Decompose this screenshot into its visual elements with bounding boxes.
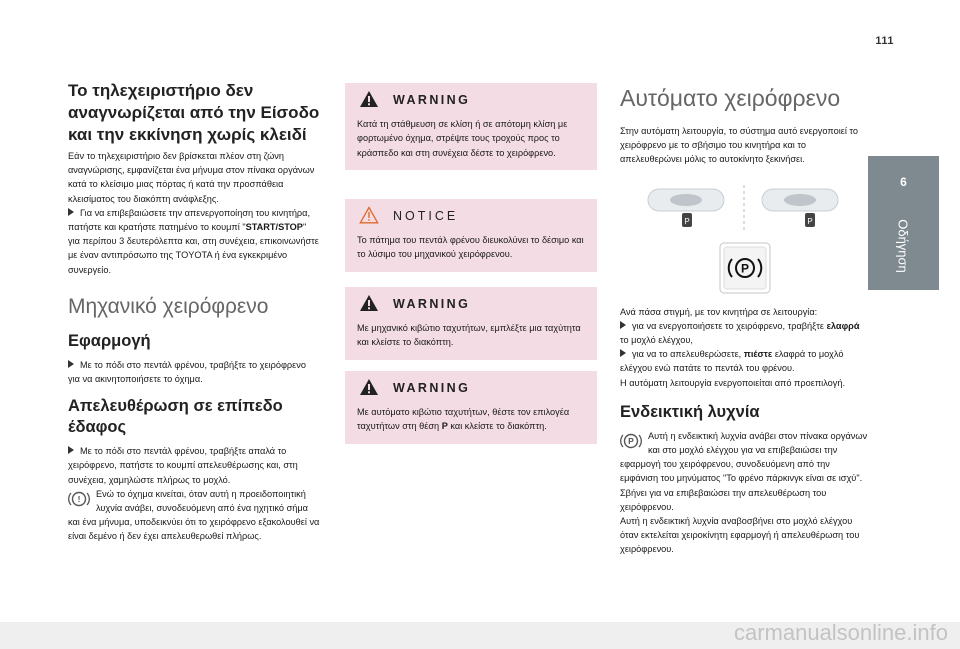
chapter-number: 6 <box>900 175 907 189</box>
warning-box-2-text: Με μηχανικό κιβώτιο ταχυτήτων, εμπλέξτε μια ταχύτητα και κλείστε το διακόπτη. <box>357 323 581 348</box>
lamp-text-1: Αυτή η ενδεικτική λυχνία ανάβει στον πίνακα οργάνων και στο μοχλό ελέγχου για να επιβεβαιώσει την εφαρμογή του χειρόφρενου, συνοδευόμενη από την εμφάνιση του μηνύματος "Το φρένο πάρκινγκ είναι σε ισχύ". <box>620 430 868 484</box>
warning-triangle-icon <box>359 378 379 396</box>
operation-note: Η αυτόματη λειτουργία ενεργοποιείται από προεπιλογή. <box>620 377 846 388</box>
release-text-body: Με το πόδι στο πεντάλ φρένου, τραβήξτε απαλά το χειρόφρενο, πατήστε το κουμπί απελευθέρωσης και, στη συνέχεια, χαμηλώστε πλήρως το μοχλό. <box>68 446 298 485</box>
svg-text:P: P <box>807 216 813 226</box>
warning-triangle-icon <box>359 90 379 108</box>
confirm-text-pre: Για να επιβεβαιώσετε την απενεργοποίηση του κινητήρα, πατήστε και κρατήστε πατημένο το κουμπί " <box>68 207 311 233</box>
bullet-arrow-icon <box>620 321 626 329</box>
remote-confirm-text <box>68 206 320 277</box>
release-title: Απελευθέρωση σε επίπεδο έδαφος <box>68 397 283 437</box>
manual-parking-brake-title: Μηχανικό χειρόφρενο <box>68 294 269 318</box>
brake-warning-lamp-icon <box>68 489 90 509</box>
auto-parking-brake-title: Αυτόματο χειρόφρενο <box>620 85 841 111</box>
warning-label: WARNING <box>393 93 471 107</box>
warning-box-2 <box>345 287 597 360</box>
svg-text:!: ! <box>77 494 81 505</box>
warning-label: WARNING <box>393 297 471 311</box>
warning-box-3 <box>345 371 597 444</box>
release-text <box>68 444 320 487</box>
lever-pull-illustration <box>648 189 724 227</box>
chapter-label: Οδήγηση <box>895 219 911 273</box>
op1-pre: για να ενεργοποιήσετε το χειρόφρενο, τραβήξτε <box>632 320 827 331</box>
warning-box-1-text: Κατά τη στάθμευση σε κλίση ή σε απότομη κλίση με φορτωμένο όχημα, στρέψτε τους τροχούς προς το κράσπεδο και στη συνέχεια δέστε το χειρόφρενο. <box>357 119 568 158</box>
page-number: 111 <box>875 35 894 47</box>
svg-text:P: P <box>740 261 750 276</box>
parking-brake-lamp-icon <box>620 431 642 451</box>
footer-watermark[interactable]: carmanualsonline.info <box>733 620 948 645</box>
auto-brake-intro: Στην αυτόματη λειτουργία, το σύστημα αυτό ενεργοποιεί το χειρόφρενο με το σβήσιμο του κινητήρα και το απελευθερώνει μόλις το αυτοκίνητο ξεκινήσει. <box>620 126 859 165</box>
lamp-text-2: Σβήνει για να επιβεβαιώσει την απελευθέρωση του χειρόφρενου. <box>620 487 827 512</box>
parking-brake-illustration <box>620 175 868 295</box>
chapter-label-wrap <box>882 219 924 273</box>
op2-bold: πιέστε <box>743 349 773 360</box>
operation-intro: Ανά πάσα στιγμή, με τον κινητήρα σε λειτουργία: <box>620 306 818 317</box>
notice-label: NOTICE <box>393 209 459 223</box>
svg-text:P: P <box>684 216 690 226</box>
warning-lamp-title: Ενδεικτική λυχνία <box>620 402 760 421</box>
remote-not-detected-intro: Εάν το τηλεχειριστήριο δεν βρίσκεται πλέον στη ζώνη αναγνώρισης, εμφανίζεται ένα μήνυμα στον πίνακα οργάνων κατά το κλείσιμο μιας πόρτας ή κατά την προσπάθεια κλεισίματος του διακόπτη ανάφλεξης. <box>68 151 315 204</box>
warning-3-pre: Με αυτόματο κιβώτιο ταχυτήτων, θέστε τον επιλογέα ταχυτήτων στη θέση <box>357 407 570 432</box>
column-left <box>68 80 320 544</box>
apply-text-body: Με το πόδι στο πεντάλ φρένου, τραβήξτε το χειρόφρενο για να ακινητοποιήσετε το όχημα. <box>68 359 306 385</box>
lever-push-illustration <box>762 189 838 227</box>
warning-box-1 <box>345 83 597 170</box>
remote-not-detected-title: Το τηλεχειριστήριο δεν αναγνωρίζεται από την Είσοδο και την εκκίνηση χωρίς κλειδί <box>68 81 320 144</box>
notice-triangle-icon <box>359 206 379 224</box>
apply-text <box>68 358 320 386</box>
brake-control-illustration <box>620 175 868 295</box>
gear-p-label: P <box>441 421 448 432</box>
confirm-text-post: " για περίπου 3 δευτερόλεπτα και, στη συνέχεια, επικοινωνήστε με έναν αντιπρόσωπο της TOYOTA ή ένα εγκεκριμένο συνεργείο. <box>68 222 319 275</box>
notice-box-text: Το πάτημα του πεντάλ φρένου διευκολύνει το δέσιμο και το λύσιμο του μηχανικού χειρόφρενου. <box>357 235 584 260</box>
op1-post: το μοχλό ελέγχου, <box>620 335 693 346</box>
op2-pre: για να το απελευθερώσετε, <box>632 349 744 360</box>
warning-lamp-note <box>620 429 868 486</box>
warning-triangle-icon <box>359 294 379 312</box>
svg-text:P: P <box>628 436 634 447</box>
operation-release <box>620 347 868 375</box>
column-right <box>620 80 868 557</box>
operation-apply <box>620 319 868 347</box>
warning-3-post: και κλείστε το διακόπτη. <box>447 421 547 432</box>
bullet-arrow-icon <box>68 360 74 368</box>
warning-label: WARNING <box>393 381 471 395</box>
bullet-arrow-icon <box>620 349 626 357</box>
notice-box <box>345 199 597 272</box>
release-warning-note <box>68 487 320 544</box>
apply-title: Εφαρμογή <box>68 331 151 350</box>
op2-post: ελαφρά το μοχλό ελέγχου ενώ πατάτε το πεντάλ του φρένου. <box>620 349 844 374</box>
op1-bold: ελαφρά <box>826 320 860 331</box>
release-note-text: Ενώ το όχημα κινείται, όταν αυτή η προειδοποιητική λυχνία ανάβει, συνοδευόμενη από ένα ηχητικό σήμα και ένα μήνυμα, υποδεικνύει ότι το χειρόφρενο εξακολουθεί να είναι δεμένο ή δεν έχει απελευθερωθεί πλήρως. <box>68 488 320 542</box>
bullet-arrow-icon <box>68 208 74 216</box>
bullet-arrow-icon <box>68 446 74 454</box>
lamp-text-3: Αυτή η ενδεικτική λυχνία αναβοσβήνει στο μοχλό ελέγχου όταν εκτελείται χειροκίνητη εφαρμογή ή απελευθέρωση του χειρόφρενου. <box>620 516 860 555</box>
parking-brake-button <box>720 243 770 293</box>
warning-box-3-text <box>345 405 597 444</box>
start-stop-label: START/STOP <box>245 222 303 233</box>
